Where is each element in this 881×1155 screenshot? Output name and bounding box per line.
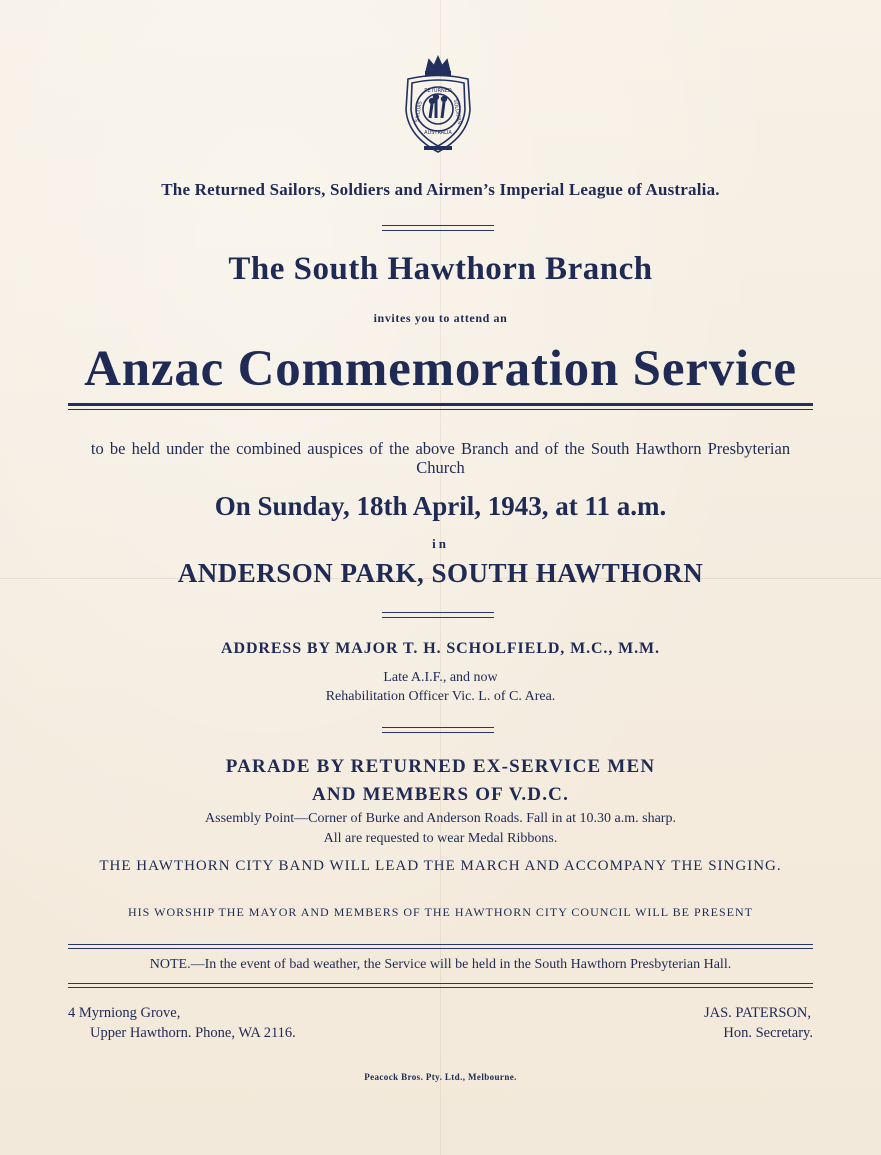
note-rule xyxy=(68,944,813,945)
assembly-point: Assembly Point—Corner of Burke and Anderson Roads. Fall in at 10.30 a.m. sharp. xyxy=(205,811,676,826)
contact-street: 4 Myrniong Grove, xyxy=(68,1005,181,1021)
location: ANDERSON PARK, SOUTH HAWTHORN xyxy=(177,558,704,588)
medal-ribbons: All are requested to wear Medal Ribbons. xyxy=(323,831,558,846)
rsl-badge-icon xyxy=(396,52,480,158)
branch-name: The South Hawthorn Branch xyxy=(228,251,653,287)
note-rule xyxy=(68,987,813,988)
emblem-ring-top: RETURNED xyxy=(424,88,452,94)
invitation-line: invites you to attend an xyxy=(373,311,508,325)
ornament-divider xyxy=(382,727,494,733)
ornament-divider xyxy=(382,612,494,618)
contact-suburb-phone: Upper Hawthorn. Phone, WA 2116. xyxy=(90,1025,296,1041)
league-name: The Returned Sailors, Soldiers and Airmen’s Imperial League of Australia. xyxy=(161,180,720,199)
speaker-credentials xyxy=(0,668,881,706)
secretary-title: Hon. Secretary. xyxy=(723,1025,813,1041)
printer-imprint: Peacock Bros. Pty. Ltd., Melbourne. xyxy=(364,1072,517,1082)
note-rule xyxy=(68,948,813,949)
title-rule-thin xyxy=(68,409,813,410)
date-time: On Sunday, 18th April, 1943, at 11 a.m. xyxy=(214,491,667,521)
address-speaker: ADDRESS BY MAJOR T. H. SCHOLFIELD, M.C., M.M. xyxy=(221,640,660,657)
emblem-ring-bottom: AUSTRALIA xyxy=(424,130,452,136)
assembly-info xyxy=(0,809,881,849)
secretary-name: JAS. PATERSON, xyxy=(703,1005,811,1021)
ornament-divider xyxy=(382,225,494,231)
parade-line-2: AND MEMBERS OF V.D.C. xyxy=(311,784,570,805)
contact-signature xyxy=(704,1003,813,1043)
credentials-line-1: Late A.I.F., and now xyxy=(383,670,498,685)
weather-note: NOTE.—In the event of bad weather, the Service will be held in the South Hawthorn Presbyterian Hall. xyxy=(149,957,732,972)
credentials-line-2: Rehabilitation Officer Vic. L. of C. Area. xyxy=(325,689,556,704)
mayor-notice: HIS WORSHIP THE MAYOR AND MEMBERS OF THE HAWTHORN CITY COUNCIL WILL BE PRESENT xyxy=(128,905,753,919)
parade-line-1: PARADE BY RETURNED EX-SERVICE MEN xyxy=(225,756,656,777)
emblem-ring-left: SAILORS xyxy=(414,100,424,123)
parade-heading xyxy=(0,753,881,809)
title-rule xyxy=(68,403,813,406)
contact-address xyxy=(68,1003,296,1043)
service-title: Anzac Commemoration Service xyxy=(84,341,797,397)
auspices-text: to be held under the combined auspices of the above Branch and of the South Hawthorn Presbyterian Church xyxy=(90,439,791,477)
in-word: in xyxy=(432,536,449,551)
band-notice: THE HAWTHORN CITY BAND WILL LEAD THE MARCH AND ACCOMPANY THE SINGING. xyxy=(99,858,782,874)
emblem-ring-right: SOLDIERS xyxy=(451,98,463,125)
note-rule xyxy=(68,983,813,984)
